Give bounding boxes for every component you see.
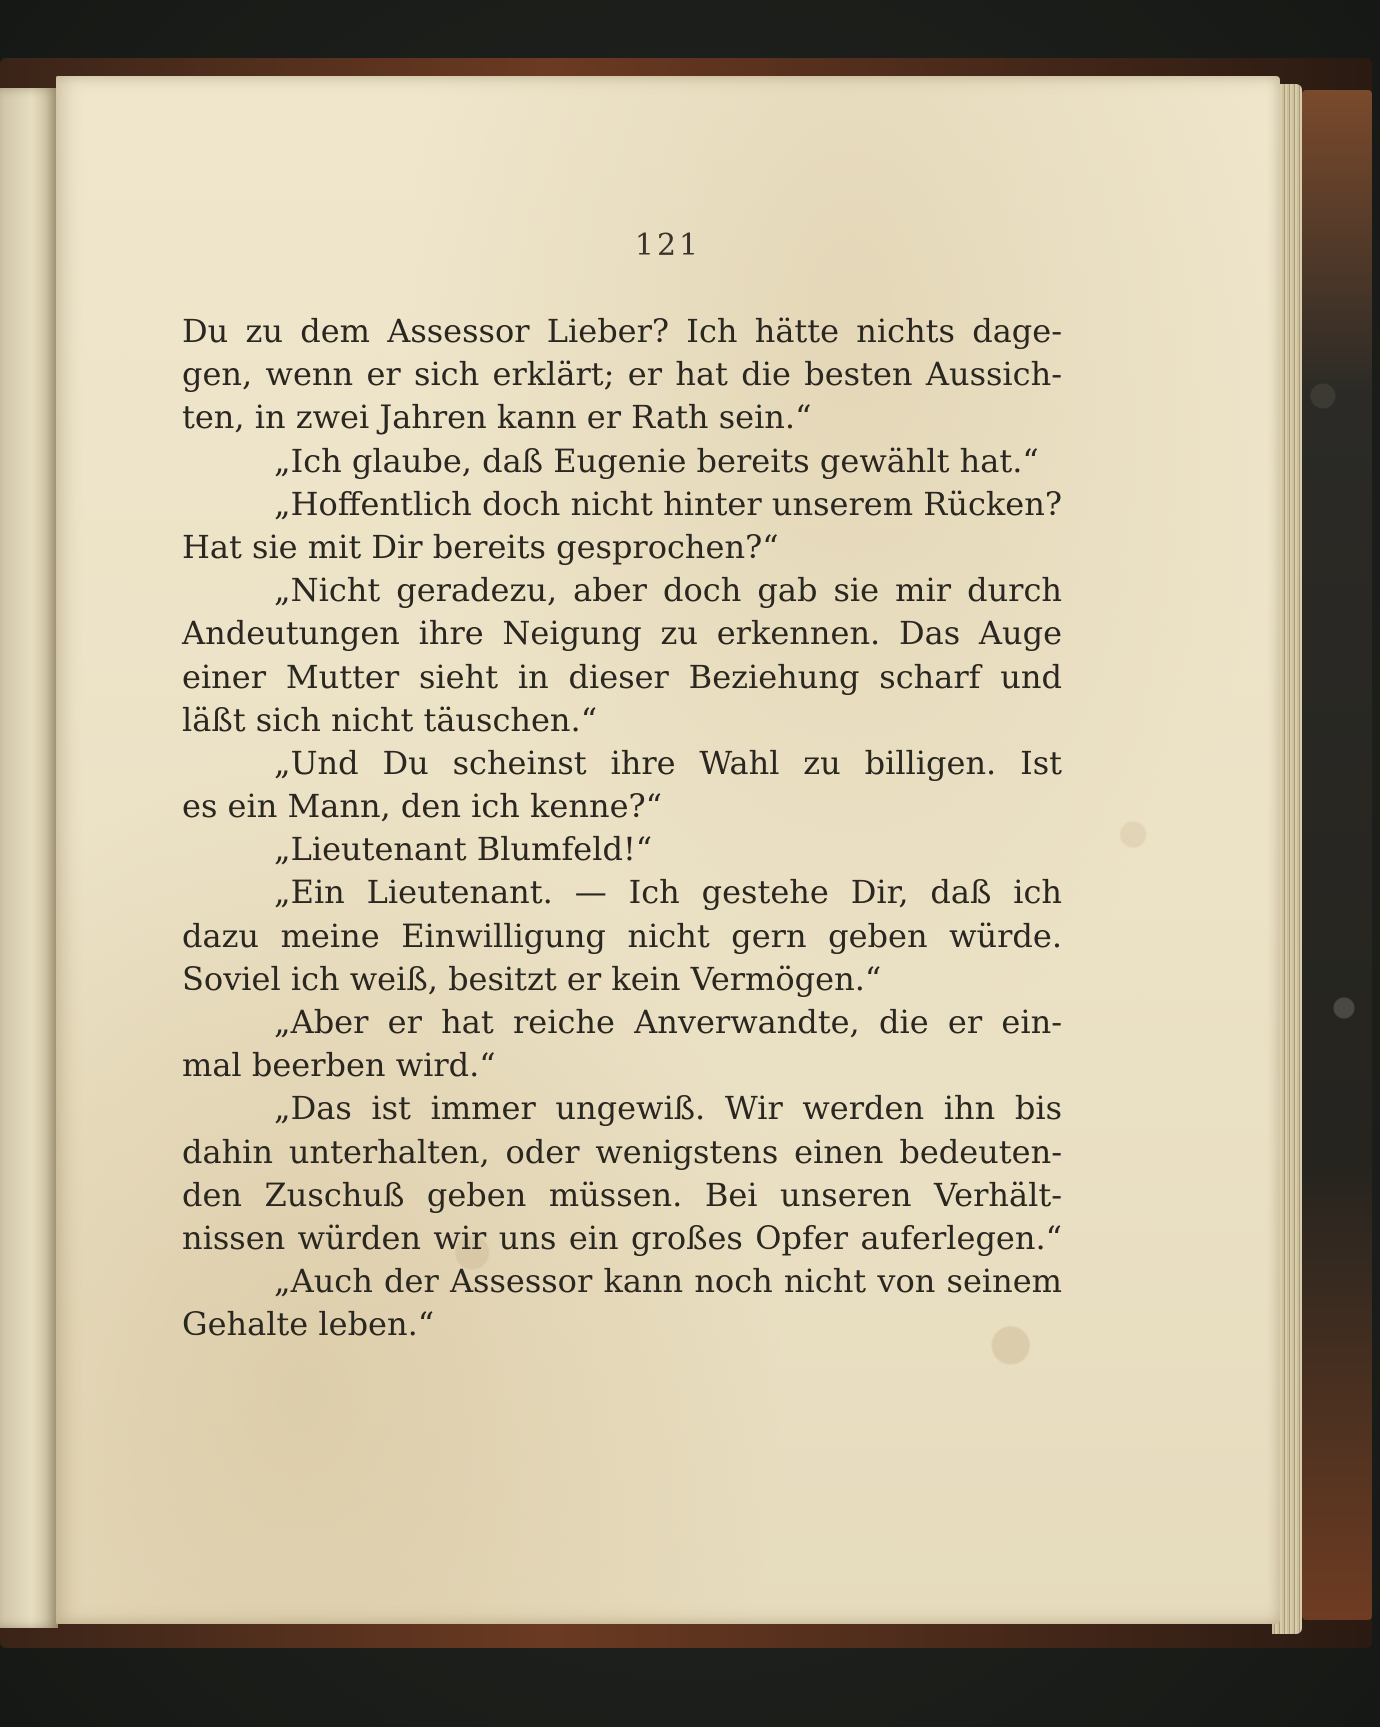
text-line: „Aber er hat reiche Anverwandte, die er ein- [274, 1003, 1062, 1041]
book-cover-edge [1302, 90, 1372, 1620]
text-line: dahin unterhalten, oder wenigstens einen bedeuten- [182, 1132, 1062, 1171]
body-text [182, 310, 1062, 1347]
text-line: nissen würden wir uns ein großes Opfer auferlegen.“ [182, 1218, 1062, 1257]
book-page [56, 76, 1280, 1624]
text-line: „Hoffentlich doch nicht hinter unserem Rücken? [274, 484, 1062, 523]
text-line: läßt sich nicht täuschen.“ [182, 700, 598, 739]
text-line: mal beerben wird.“ [182, 1046, 496, 1085]
text-line: gen, wenn er sich erklärt; er hat die besten Aussich- [182, 355, 1062, 394]
text-line: „Nicht geradezu, aber doch gab sie mir durch [274, 571, 1062, 610]
text-line: „Das ist immer ungewiß. Wir werden ihn bis [274, 1089, 1062, 1128]
text-line: „Lieutenant Blumfeld!“ [274, 830, 653, 869]
text-line: dazu meine Einwilligung nicht gern geben würde. [182, 916, 1062, 955]
text-line: Du zu dem Assessor Lieber? Ich hätte nichts dage- [182, 312, 1062, 350]
text-line: Hat sie mit Dir bereits gesprochen?“ [182, 527, 779, 566]
text-line: ten, in zwei Jahren kann er Rath sein.“ [182, 398, 812, 437]
text-line: einer Mutter sieht in dieser Beziehung scharf und [182, 657, 1062, 696]
text-line: den Zuschuß geben müssen. Bei unseren Verhält- [182, 1175, 1062, 1214]
text-line: „Und Du scheinst ihre Wahl zu billigen. Ist [274, 743, 1062, 782]
page-number: 121 [634, 228, 702, 263]
text-line: Soviel ich weiß, besitzt er kein Vermögen.“ [182, 959, 882, 998]
text-line: „Auch der Assessor kann noch nicht von seinem [274, 1262, 1062, 1301]
text-line: es ein Mann, den ich kenne?“ [182, 787, 663, 826]
text-line: „Ein Lieutenant. — Ich gestehe Dir, daß ich [274, 873, 1062, 912]
facing-page-edge [0, 88, 58, 1628]
text-line: Andeutungen ihre Neigung zu erkennen. Das Auge [182, 614, 1062, 653]
text-line: „Ich glaube, daß Eugenie bereits gewählt hat.“ [274, 441, 1039, 480]
text-line: Gehalte leben.“ [182, 1305, 435, 1344]
